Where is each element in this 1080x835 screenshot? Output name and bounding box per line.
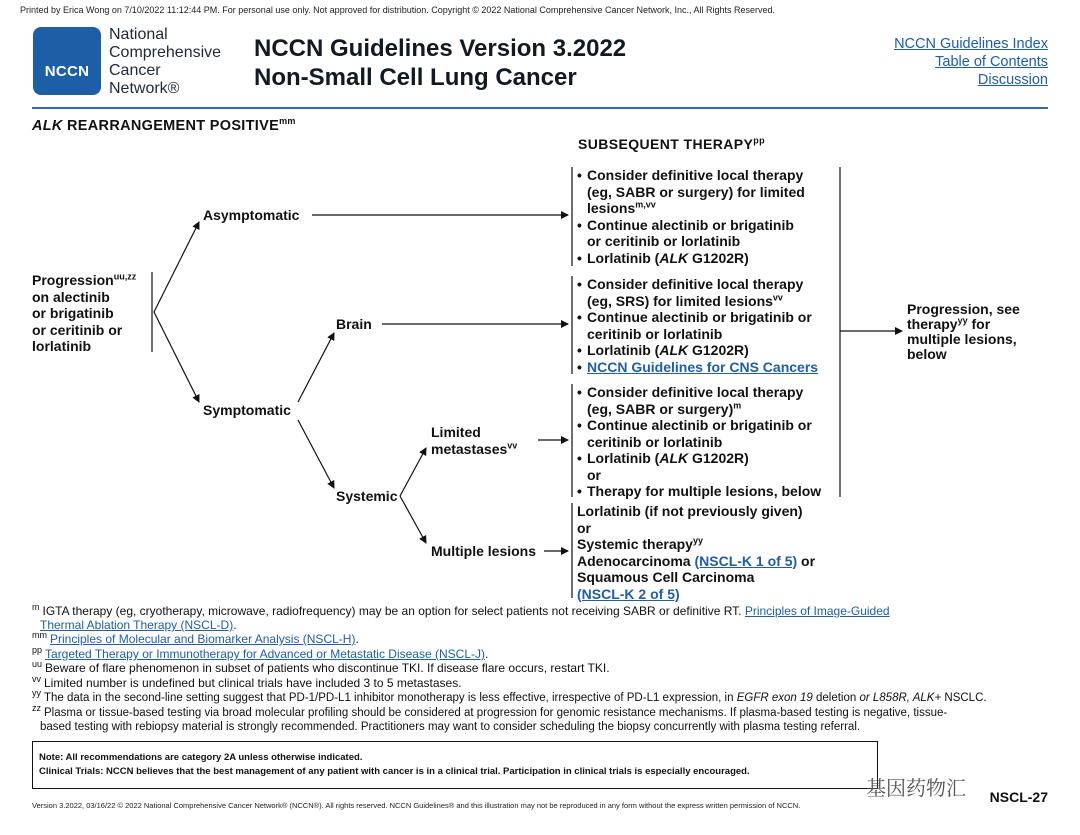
- footnote-text: Beware of flare phenomenon in subset of patients who discontinue TKI. If disease flare occurs, restart TKI.: [45, 661, 610, 675]
- outcome-line: for: [967, 316, 991, 332]
- section-title-text: REARRANGEMENT POSITIVE: [62, 118, 280, 134]
- footnote-uu: [32, 661, 610, 675]
- link-guidelines-index[interactable]: NCCN Guidelines Index: [894, 36, 1048, 52]
- therapy-item: • Continue alectinib or brigatinib or ceritinib or lorlatinib: [577, 417, 839, 450]
- footnote-text: based testing with rebiopsy material is strongly recommended. Practitioners may want to consider scheduling the biopsy concurrently with plasma testing referral.: [40, 721, 861, 733]
- outcome-line: therapy: [907, 316, 958, 332]
- link-discussion[interactable]: Discussion: [977, 72, 1048, 88]
- therapy-item: • Consider definitive local therapy (eg, SABR or surgery)$^m$: [577, 384, 839, 417]
- footnote-text: Limited number is undefined but clinical trials have included 3 to 5 metastases.: [44, 676, 462, 690]
- version-line: Version 3.2022, 03/16/22 © 2022 National Comprehensive Cancer Network® (NCCN®). All rights reserved. NCCN Guidelines® and this illustration may not be reproduced in any form without the express written permission of NCCN.: [32, 801, 801, 810]
- limited-line: metastases: [431, 440, 508, 457]
- outcome-node: [907, 302, 1020, 362]
- footnote-yy: [32, 688, 987, 705]
- footnote-text: deletion: [812, 692, 860, 704]
- systemic-node: Systemic: [336, 488, 398, 504]
- progression-sup: uu,zz: [113, 271, 137, 282]
- multiple-lesions-node: Multiple lesions: [431, 543, 537, 559]
- therapy-sup: yy: [692, 535, 703, 546]
- footnote-text: The data in the second-line setting suggest that PD-1/PD-L1 inhibitor monotherapy is less effective, irrespective of PD-L1 expression, in: [44, 692, 737, 704]
- page-code: NSCL-27: [989, 789, 1048, 805]
- progression-line: on alectinib: [32, 288, 110, 305]
- footnote-mark: mm: [32, 630, 47, 640]
- footnote-text: EGFR exon 19: [736, 692, 813, 704]
- therapy-item: • Continue alectinib or brigatinib or ceritinib or lorlatinib: [577, 217, 839, 250]
- note-line: Note: All recommendations are category 2A unless otherwise indicated.: [39, 752, 363, 763]
- asymptomatic-therapy-box: [577, 167, 839, 266]
- footnote-text: or L858R, ALK+: [859, 692, 942, 704]
- footnote-m: [32, 604, 1042, 632]
- progression-line: Progression: [32, 272, 114, 288]
- link-image-guided-ablation-2[interactable]: Thermal Ablation Therapy (NSCL-D): [40, 618, 234, 632]
- footnote-mark: pp: [32, 645, 43, 655]
- outcome-line: multiple lesions,: [907, 331, 1017, 347]
- section-title-sup: mm: [279, 116, 296, 127]
- link-nscl-k-2[interactable]: (NSCL-K 2 of 5): [577, 585, 680, 602]
- therapy-line: Systemic therapy: [577, 536, 693, 552]
- therapy-line: or: [797, 552, 816, 569]
- therapy-item: • Consider definitive local therapy (eg, SABR or surgery) for limited lesions$^{m,vv}$: [577, 167, 839, 217]
- limited-sup: vv: [507, 439, 518, 450]
- progression-line: lorlatinib: [32, 338, 92, 354]
- logo-abbrev: NCCN: [44, 63, 90, 80]
- symptomatic-node: Symptomatic: [203, 402, 291, 418]
- note-box: [32, 741, 878, 789]
- therapy-line: Squamous Cell Carcinoma: [577, 569, 755, 585]
- therapy-item: • Lorlatinib (ALK G1202R): [577, 342, 839, 359]
- or-connector: or: [587, 466, 601, 483]
- therapy-item: • Continue alectinib or brigatinib or ceritinib or lorlatinib: [577, 309, 839, 342]
- link-cns-cancers[interactable]: NCCN Guidelines for CNS Cancers: [587, 358, 819, 375]
- footnote-pp: [32, 647, 488, 661]
- therapy-item: • Lorlatinib (ALK G1202R): [577, 450, 839, 467]
- org-name-line: Comprehensive: [109, 44, 222, 61]
- asymptomatic-node: Asymptomatic: [203, 207, 300, 223]
- link-molecular-biomarker[interactable]: Principles of Molecular and Biomarker Analysis (NSCL-H): [50, 632, 356, 646]
- print-line: Printed by Erica Wong on 7/10/2022 11:12:44 PM. For personal use only. Not approved for distribution. Copyright © 2022 National Comprehensive Cancer Network, Inc., All Rights Reserved.: [20, 5, 776, 15]
- limited-therapy-box: [577, 384, 839, 500]
- therapy-item: • Lorlatinib (ALK G1202R): [577, 250, 839, 267]
- link-image-guided-ablation[interactable]: Principles of Image-Guided: [744, 604, 890, 618]
- footnote-vv: [32, 676, 462, 690]
- limited-line: Limited: [431, 424, 481, 440]
- link-nscl-k-1[interactable]: (NSCL-K 1 of 5): [694, 552, 798, 569]
- progression-line: or ceritinib or: [32, 321, 123, 338]
- section-title-italic: ALK: [32, 118, 63, 134]
- outcome-line: below: [907, 346, 947, 362]
- footnote-mark: m: [32, 602, 40, 612]
- org-name-line: National: [109, 26, 168, 43]
- brain-therapy-box: [577, 276, 839, 375]
- footnote-text: .: [355, 632, 359, 646]
- progression-node: [32, 272, 136, 355]
- footnote-mark: yy: [32, 688, 41, 699]
- link-targeted-therapy[interactable]: Targeted Therapy or Immunotherapy for Advanced or Metastatic Disease (NSCL-J): [45, 647, 485, 661]
- outcome-sup: yy: [957, 315, 968, 326]
- subsequent-therapy-text: SUBSEQUENT THERAPY: [578, 136, 754, 152]
- therapy-item: [577, 359, 839, 376]
- therapy-item: • Therapy for multiple lesions, below: [577, 483, 839, 500]
- footnote-text: IGTA therapy (eg, cryotherapy, microwave, radiofrequency) may be an option for select patients not receiving SABR or definitive RT.: [42, 604, 745, 618]
- footnote-mark: vv: [32, 674, 41, 684]
- link-table-of-contents[interactable]: Table of Contents: [935, 54, 1048, 70]
- footnote-text: Plasma or tissue-based testing via broad molecular profiling should be considered at progression for genomic resistance mechanisms. If plasma-based testing is negative, tissue-: [44, 707, 948, 719]
- footnote-mark: uu: [32, 659, 43, 669]
- footnote-text: NSCLC.: [941, 692, 987, 704]
- title-line-2: Non-Small Cell Lung Cancer: [254, 64, 577, 91]
- limited-metastases-node: [431, 424, 517, 457]
- outcome-line: Progression, see: [907, 301, 1020, 317]
- footnote-mark: zz: [32, 703, 41, 714]
- footnote-zz: [32, 703, 948, 734]
- title-line-1: NCCN Guidelines Version 3.2022: [254, 35, 627, 62]
- note-line: Clinical Trials: NCCN believes that the best management of any patient with cancer is in a clinical trial. Participation in clinical trials is especially encouraged.: [39, 766, 750, 777]
- watermark: 基因药物汇: [866, 778, 966, 800]
- footnote-text: .: [233, 618, 237, 632]
- multiple-lesions-therapy-box: [577, 503, 847, 602]
- progression-line: or brigatinib: [32, 305, 114, 321]
- brain-node: Brain: [336, 316, 372, 332]
- footnote-mm: [32, 632, 359, 646]
- org-name-line: Cancer: [109, 62, 161, 79]
- org-name-line: Network®: [109, 80, 180, 97]
- therapy-item: • Consider definitive local therapy (eg, SRS) for limited lesions$^{vv}$: [577, 276, 839, 309]
- therapy-line: Adenocarcinoma: [577, 552, 695, 569]
- therapy-line: or: [577, 519, 591, 536]
- therapy-line: Lorlatinib (if not previously given): [577, 503, 803, 519]
- subsequent-therapy-sup: pp: [753, 135, 766, 146]
- footnote-text: .: [485, 647, 489, 661]
